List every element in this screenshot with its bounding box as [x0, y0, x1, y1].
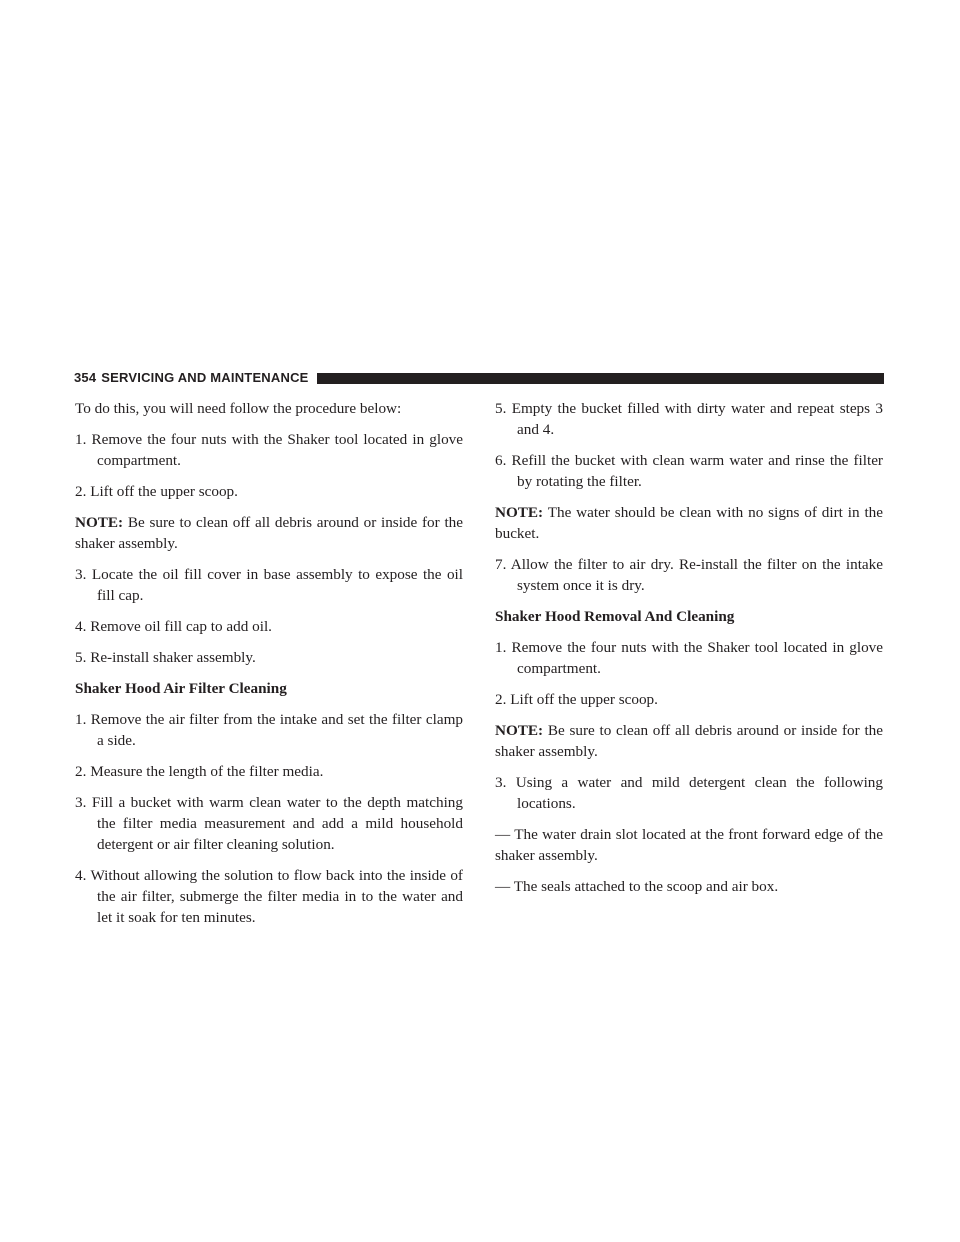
section-title: SERVICING AND MAINTENANCE [101, 370, 309, 385]
header-rule [317, 373, 884, 384]
step-item: 1. Remove the four nuts with the Shaker tool located in glove compartment. [495, 639, 883, 677]
note-paragraph [495, 502, 883, 544]
step-item: 1. Remove the four nuts with the Shaker tool located in glove compartment. [75, 431, 463, 469]
step-item: 3. Fill a bucket with warm clean water to the depth matching the filter media measurement and add a mild household detergent or air filter cleaning solution. [75, 794, 463, 853]
note-label: NOTE: [495, 504, 544, 521]
dash-item: — The seals attached to the scoop and air box. [495, 878, 779, 895]
step-item: 7. Allow the filter to air dry. Re-install the filter on the intake system once it is dry. [495, 556, 883, 594]
note-paragraph [75, 512, 463, 554]
section-heading: Shaker Hood Removal And Cleaning [495, 608, 735, 625]
step-item: 4. Remove oil fill cap to add oil. [75, 618, 272, 635]
left-column [75, 398, 463, 938]
step-item: 4. Without allowing the solution to flow back into the inside of the air filter, submerge the filter media in to the water and let it soak for ten minutes. [75, 867, 463, 926]
note-label: NOTE: [495, 722, 544, 739]
step-item: 2. Measure the length of the filter media. [75, 763, 324, 780]
page-number: 354 [74, 370, 97, 385]
step-item: 6. Refill the bucket with clean warm water and rinse the filter by rotating the filter. [495, 452, 883, 490]
note-text: Be sure to clean off all debris around or inside for the shaker assembly. [495, 722, 883, 760]
page-header [74, 368, 884, 388]
step-item: 3. Using a water and mild detergent clean the following locations. [495, 774, 883, 812]
step-item: 5. Empty the bucket filled with dirty water and repeat steps 3 and 4. [495, 400, 883, 438]
section-heading: Shaker Hood Air Filter Cleaning [75, 680, 287, 697]
note-label: NOTE: [75, 514, 124, 531]
step-item: 3. Locate the oil fill cover in base assembly to expose the oil fill cap. [75, 566, 463, 604]
note-text: The water should be clean with no signs of dirt in the bucket. [495, 504, 883, 542]
step-item: 1. Remove the air filter from the intake and set the filter clamp a side. [75, 711, 463, 749]
step-item: 2. Lift off the upper scoop. [495, 691, 658, 708]
intro-paragraph: To do this, you will need follow the procedure below: [75, 400, 402, 417]
note-paragraph [495, 720, 883, 762]
step-item: 2. Lift off the upper scoop. [75, 483, 238, 500]
step-item: 5. Re-install shaker assembly. [75, 649, 256, 666]
dash-item: — The water drain slot located at the front forward edge of the shaker assembly. [495, 826, 883, 864]
right-column [495, 398, 883, 907]
note-text: Be sure to clean off all debris around or inside for the shaker assembly. [75, 514, 463, 552]
